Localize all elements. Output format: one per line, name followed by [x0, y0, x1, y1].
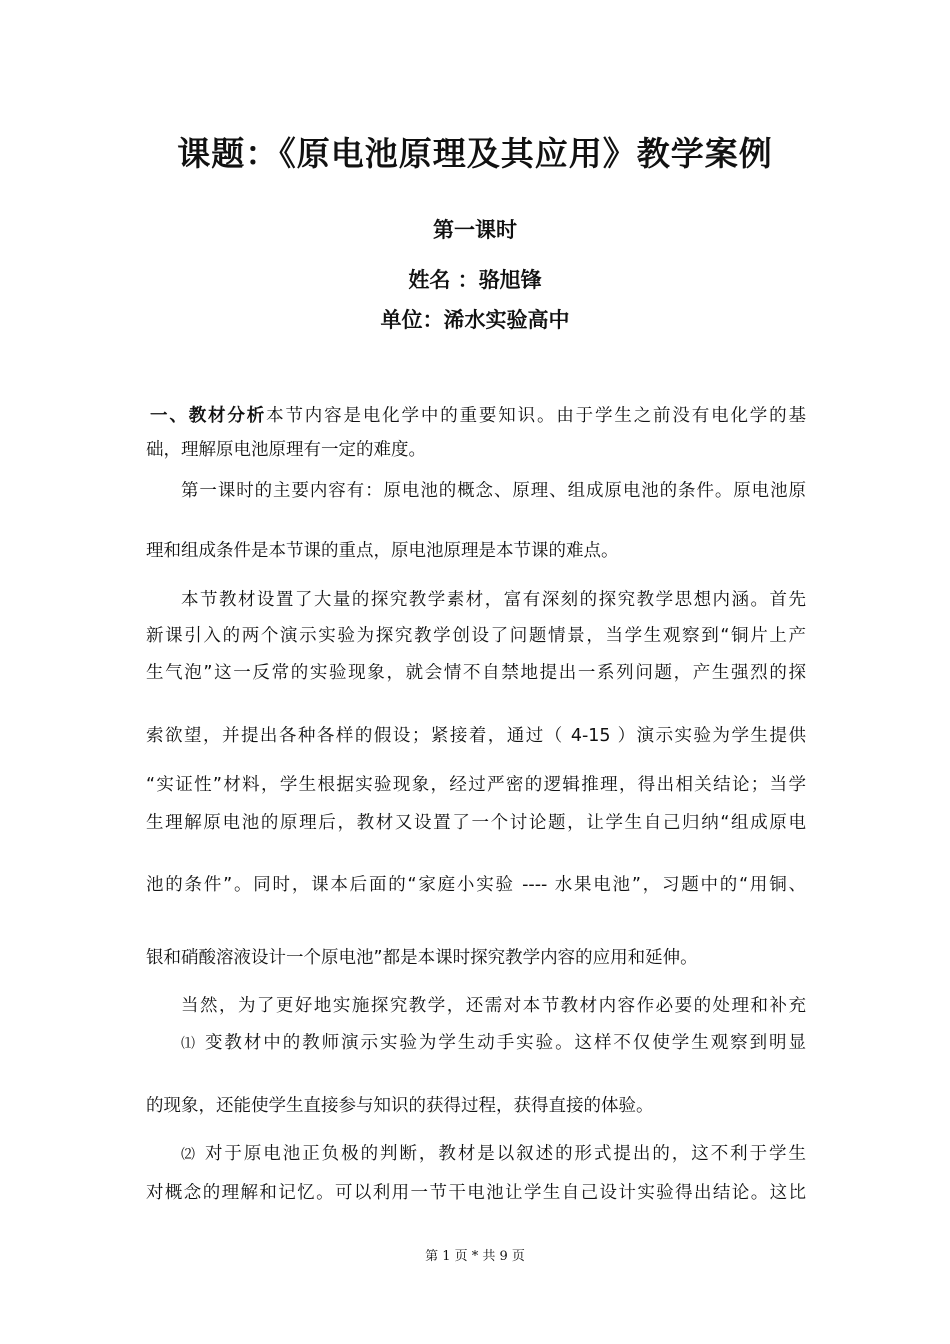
author-line: 姓名 ：骆旭锋	[408, 268, 542, 292]
document-title: 课题：《原电池原理及其应用》教学案例	[177, 134, 773, 173]
item2-line1-text: 对于原电池正负极的判断，教材是以叙述的形式提出的，这不利于学生	[203, 1144, 806, 1164]
item1-line1	[146, 1031, 806, 1056]
para2-line1: 第一课时的主要内容有：原电池的概念、原理、组成原电池的条件。原电池原	[181, 481, 806, 501]
para3-line1: 本节教材设置了大量的探究教学素材，富有深刻的探究教学思想内涵。首先	[181, 590, 806, 610]
para4-line1: 当然，为了更好地实施探究教学，还需对本节教材内容作必要的处理和补充	[181, 996, 806, 1016]
item1-line2: 的现象，还能使学生直接参与知识的获得过程，获得直接的体验。	[146, 1096, 654, 1116]
item1-marker: ⑴	[181, 1036, 195, 1052]
item2-line1	[146, 1142, 806, 1167]
para3-line4: 索欲望，并提出各种各样的假设；紧接着，通过（ 4-15 ）演示实验为学生提供	[146, 726, 806, 746]
item2-marker: ⑵	[181, 1147, 195, 1163]
item1-line1-text: 变教材中的教师演示实验为学生动手实验。这样不仅使学生观察到明显	[203, 1033, 806, 1053]
page-footer: 第 1 页 * 共 9 页	[425, 1249, 525, 1264]
section1-line2: 础，理解原电池原理有一定的难度。	[146, 440, 426, 460]
para3-line8: 银和硝酸溶液设计一个原电池”都是本课时探究教学内容的应用和延伸。	[146, 948, 698, 968]
para3-line2: 新课引入的两个演示实验为探究教学创设了问题情景，当学生观察到“铜片上产	[146, 626, 806, 646]
section1-first-line	[150, 404, 806, 428]
item2-line2: 对概念的理解和记忆。可以利用一节干电池让学生自己设计实验得出结论。这比	[146, 1183, 806, 1203]
para3-line5: “实证性”材料，学生根据实验现象，经过严密的逻辑推理，得出相关结论；当学	[146, 775, 806, 795]
lesson-label: 第一课时	[433, 218, 517, 242]
unit-line: 单位：浠水实验高中	[380, 308, 570, 332]
section1-line1-text: 本节内容是电化学中的重要知识。由于学生之前没有电化学的基	[266, 406, 807, 426]
section1-heading: 一、教材分析	[150, 406, 267, 426]
para3-line7: 池的条件”。同时，课本后面的“家庭小实验 ---- 水果电池”，习题中的“用铜、	[146, 875, 806, 895]
para3-line6: 生理解原电池的原理后，教材又设置了一个讨论题，让学生自己归纳“组成原电	[146, 813, 806, 833]
para2-line2: 理和组成条件是本节课的重点，原电池原理是本节课的难点。	[146, 541, 619, 561]
para3-line3: 生气泡”这一反常的实验现象，就会情不自禁地提出一系列问题，产生强烈的探	[146, 663, 806, 683]
